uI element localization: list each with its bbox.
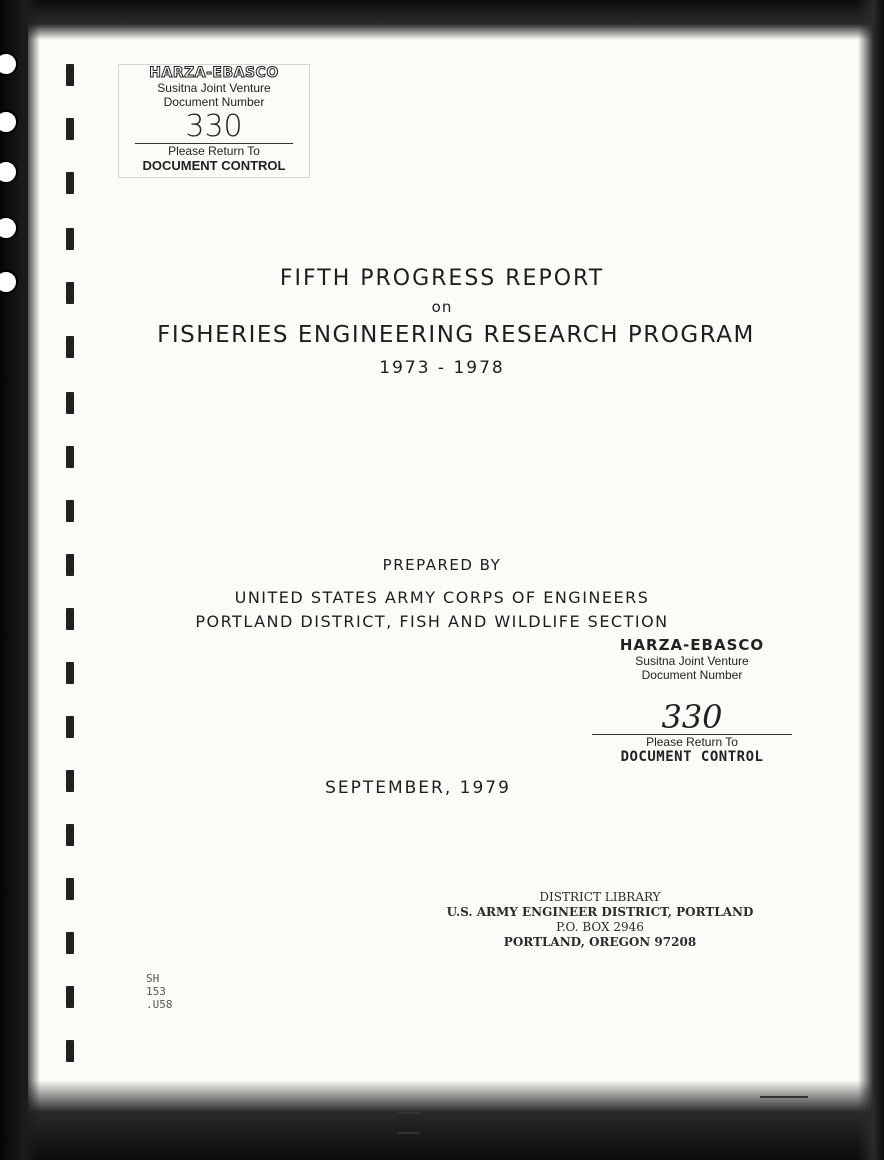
- scan-mark: [398, 1112, 420, 1114]
- library-agency: U.S. ARMY ENGINEER DISTRICT, PORTLAND: [446, 905, 754, 919]
- binding-comb-mark: [66, 446, 74, 468]
- stamp-venture: Susitna Joint Venture: [635, 654, 749, 668]
- stamp-control-label: DOCUMENT CONTROL: [620, 749, 764, 765]
- prepared-by-org: UNITED STATES ARMY CORPS OF ENGINEERS: [234, 588, 650, 607]
- report-title: FIFTH PROGRESS REPORT: [279, 266, 605, 291]
- binding-comb-mark: [66, 500, 74, 522]
- binding-comb-mark: [66, 118, 74, 140]
- document-control-stamp-top: [118, 64, 310, 178]
- district-library-stamp: [440, 890, 760, 950]
- stamp-doc-number: 330: [135, 111, 293, 144]
- report-title-connector: on: [431, 298, 453, 316]
- stamp-doc-number-label: Document Number: [641, 668, 743, 682]
- binding-comb-mark: [66, 228, 74, 250]
- report-date: SEPTEMBER, 1979: [325, 778, 511, 798]
- binding-comb-mark: [66, 64, 74, 86]
- stamp-control-label: DOCUMENT CONTROL: [142, 158, 286, 173]
- call-number-line: 153: [146, 985, 166, 998]
- report-years: 1973 - 1978: [379, 358, 505, 378]
- library-name: DISTRICT LIBRARY: [539, 890, 661, 904]
- report-program-name: FISHERIES ENGINEERING RESEARCH PROGRAM: [157, 322, 755, 348]
- scan-edge-bottom: [0, 1080, 884, 1160]
- call-number-line: SH: [146, 972, 160, 985]
- binding-comb-mark: [66, 172, 74, 194]
- binding-comb-mark: [66, 662, 74, 684]
- prepared-by-label: PREPARED BY: [382, 556, 502, 574]
- binding-comb-mark: [66, 392, 74, 414]
- scan-edge-top: [0, 0, 884, 40]
- scan-mark: [760, 1096, 808, 1098]
- binding-comb-mark: [66, 878, 74, 900]
- binding-comb-mark: [66, 932, 74, 954]
- binding-comb-mark: [66, 824, 74, 846]
- stamp-return-label: Please Return To: [646, 735, 738, 749]
- binding-comb-mark: [66, 1040, 74, 1062]
- prepared-by-section: PORTLAND DISTRICT, FISH AND WILDLIFE SECTION: [195, 612, 669, 631]
- stamp-doc-number: 330: [592, 700, 792, 735]
- call-number-line: .U58: [146, 998, 173, 1011]
- stamp-brand: HARZA-EBASCO: [149, 65, 279, 81]
- binding-comb-mark: [66, 716, 74, 738]
- binding-comb-mark: [66, 986, 74, 1008]
- library-address: PORTLAND, OREGON 97208: [503, 935, 697, 949]
- stamp-return-label: Please Return To: [168, 144, 260, 158]
- document-control-stamp-bottom: [592, 636, 792, 765]
- scan-mark: [398, 1132, 420, 1134]
- stamp-venture: Susitna Joint Venture: [157, 81, 271, 95]
- stamp-brand: HARZA-EBASCO: [619, 636, 765, 654]
- library-po-box: P.O. BOX 2946: [556, 920, 644, 934]
- call-number: [146, 972, 173, 1011]
- scan-edge-right: [858, 0, 884, 1160]
- stamp-doc-number-label: Document Number: [163, 95, 265, 109]
